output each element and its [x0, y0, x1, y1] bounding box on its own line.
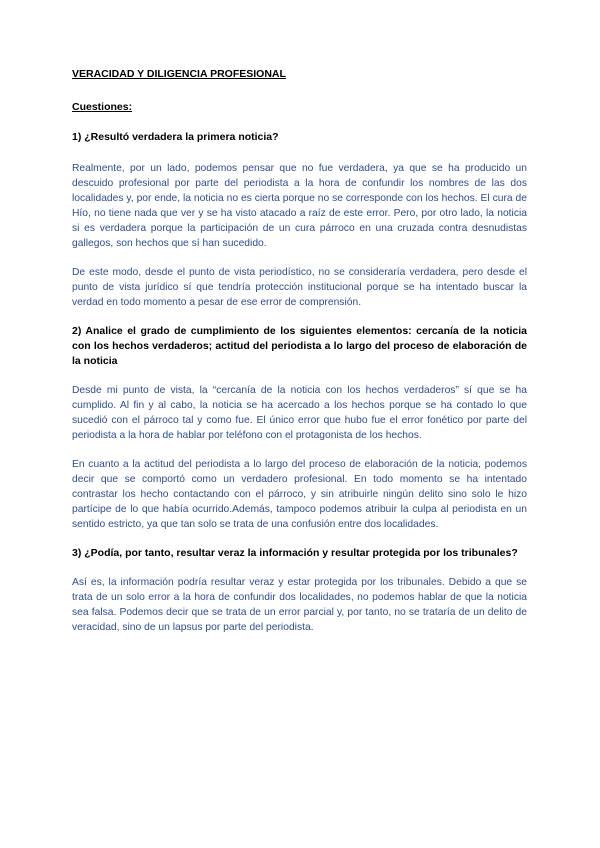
answer-2-paragraph-2: En cuanto a la actitud del periodista a lo largo del proceso de elaboración de la noticia, podemos decir que se comportó como un verdadero profesional. En todo momento se ha intentado contrastar los hecho contactando con el párroco, y sin atribuirle ningún delito sino solo le hizo partícipe de lo que había ocurrido.Además, tampoco podemos atribuir la culpa al periodista en un sentido estricto, ya que tan solo se trata de una confusión entre dos localidades.	[72, 459, 527, 530]
question-block-3	[72, 546, 527, 635]
question-2: 2) Analice el grado de cumplimiento de los siguientes elementos: cercanía de la noticia con los hechos verdaderos; actitud del periodista a lo largo del proceso de elaboración de la noticia	[72, 325, 527, 367]
question-block-2	[72, 324, 527, 532]
answer-1-paragraph-2: De este modo, desde el punto de vista periodístico, no se consideraría verdadera, pero desde el punto de vista jurídico sí que tendría protección institucional porque se ha intentado buscar la verdad en todo momento a pesar de ese error de comprensión.	[72, 267, 527, 308]
answer-3-paragraph-1: Así es, la información podría resultar veraz y estar protegida por los tribunales. Debido a que se trata de un solo error a la hora de confundir dos localidades, no podemos hablar de que la noticia sea falsa. Podemos decir que se trata de un error parcial y, por tanto, no se trataría de un delito de veracidad, sino de un lapsus por parte del periodista.	[72, 577, 527, 633]
question-block-1	[72, 130, 527, 310]
answer-2-paragraph-1: Desde mi punto de vista, la “cercanía de la noticia con los hechos verdaderos” sí que se ha cumplido. Al fin y al cabo, la noticia se ha acercado a los hechos porque se ha contado lo que sucedió con el párroco tal y como fue. El único error que hubo fue el error fonético por parte del periodista a la hora de hablar por teléfono con el protagonista de los hechos.	[72, 385, 527, 441]
section-subtitle: Cuestiones:	[72, 101, 133, 113]
document-title: VERACIDAD Y DILIGENCIA PROFESIONAL	[72, 68, 286, 80]
question-3: 3) ¿Podía, por tanto, resultar veraz la información y resultar protegida por los tribunales?	[72, 547, 518, 559]
answer-1-paragraph-1: Realmente, por un lado, podemos pensar que no fue verdadera, ya que se ha producido un descuido profesional por parte del periodista a la hora de confundir los nombres de las dos localidades y, por ende, la noticia no es cierta porque no se corresponde con los hechos. El cura de Hío, no tiene nada que ver y se ha visto atacado a raíz de este error. Pero, por otro lado, la noticia si es verdadera porque la participación de un cura párroco en una cruzada contra desnudistas gallegos, son hechos que sí han sucedido.	[72, 163, 527, 249]
document-page	[72, 68, 527, 649]
question-1: 1) ¿Resultó verdadera la primera noticia?	[72, 131, 279, 143]
